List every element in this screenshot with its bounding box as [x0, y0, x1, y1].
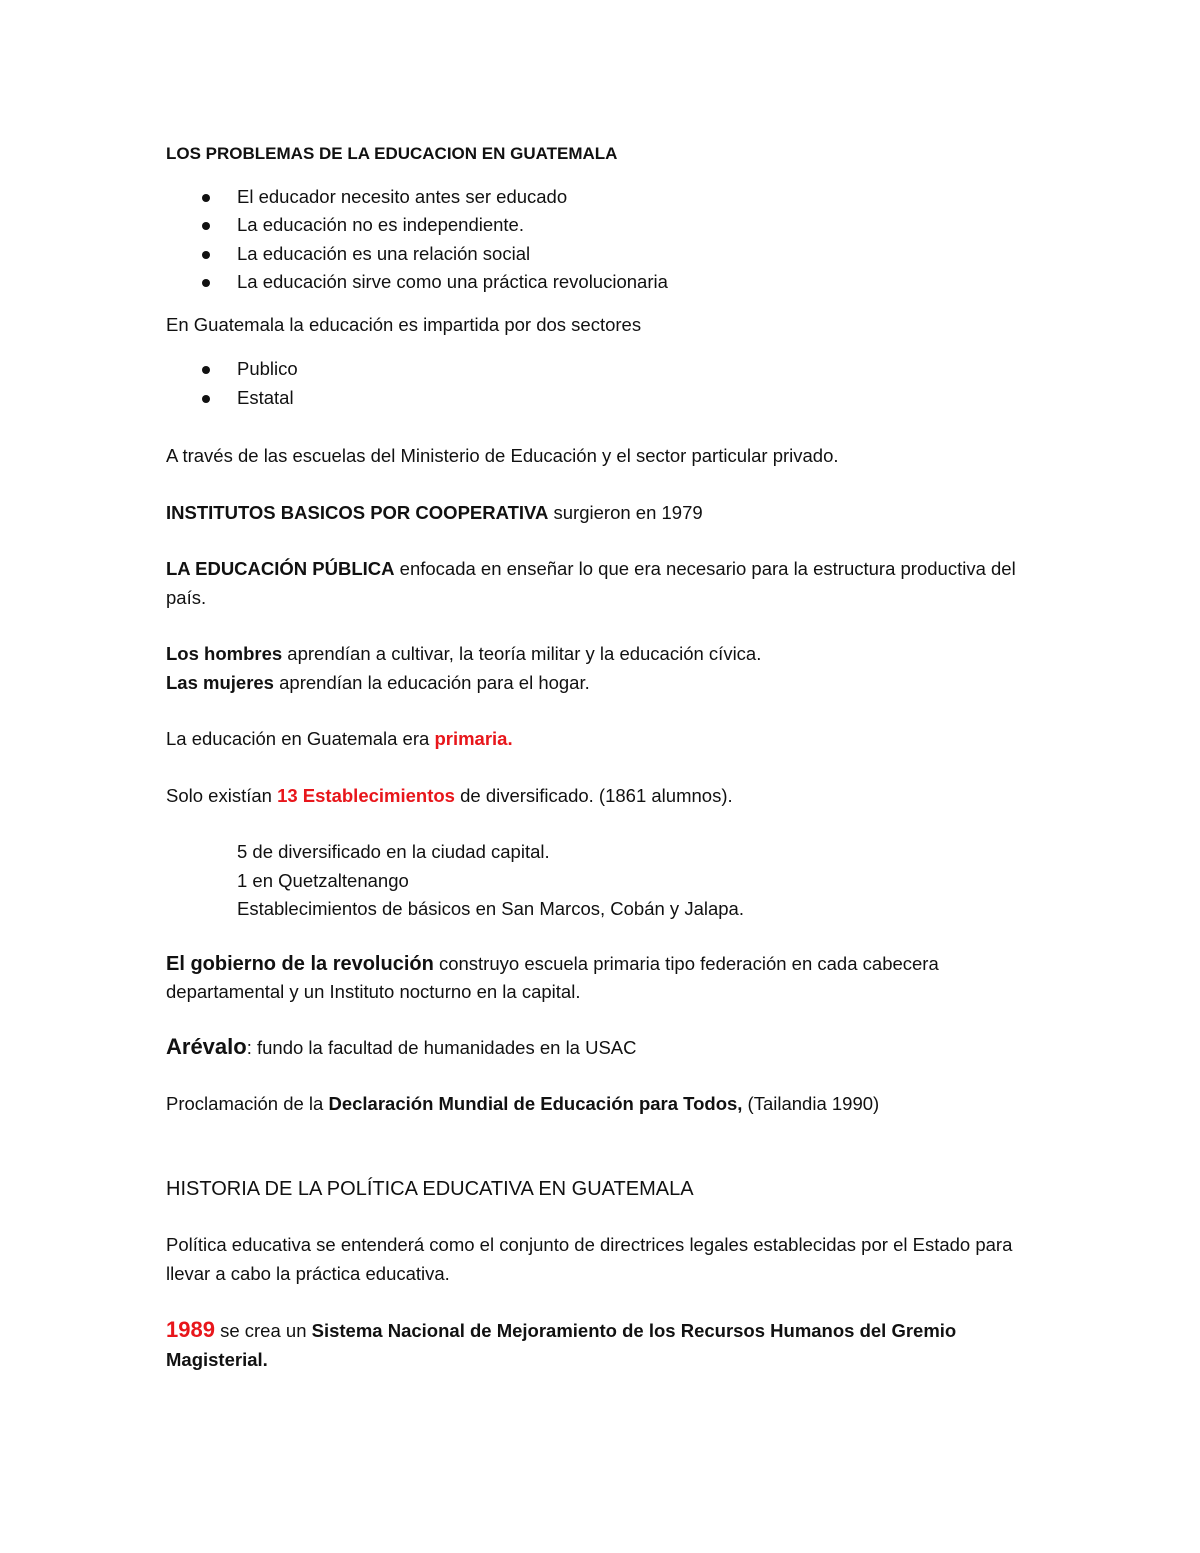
sistema-year: 1989 [166, 1317, 215, 1342]
establecimientos-highlight: 13 Establecimientos [277, 784, 455, 806]
establecimientos-pre: Solo existían [166, 784, 278, 806]
list-item: La educación no es independiente. [166, 211, 1046, 240]
publica-heading: LA EDUCACIÓN PÚBLICA [166, 558, 395, 579]
establecimientos-post: de diversificado. (1861 alumnos). [454, 784, 733, 806]
document-title: LOS PROBLEMAS DE LA EDUCACION EN GUATEMALA [166, 144, 618, 163]
mujeres-text: aprendían la educación para el hogar. [273, 671, 590, 693]
publica-text: enfocada en enseñar lo que era necesario para la estructura productiva del país. [166, 558, 1016, 608]
list-item: Estatal [166, 384, 1046, 413]
problems-list [166, 183, 1046, 297]
politica-definition: Política educativa se entenderá como el conjunto de directrices legales establecidas por el Estado para llevar a cabo la práctica educativa. [166, 1234, 1013, 1284]
detail-line: 1 en Quetzaltenango [237, 869, 409, 891]
historia-title: HISTORIA DE LA POLÍTICA EDUCATIVA EN GUATEMALA [166, 1177, 694, 1200]
arevalo-text: : fundo la facultad de humanidades en la USAC [246, 1036, 637, 1058]
revolucion-paragraph [166, 950, 1046, 1007]
establecimientos-line [166, 782, 1046, 811]
primaria-highlight: primaria. [434, 728, 513, 749]
sectors-intro: En Guatemala la educación es impartida por dos sectores [166, 313, 642, 335]
declaracion-post: (Tailandia 1990) [742, 1093, 880, 1114]
declaracion-line [166, 1090, 1046, 1119]
detail-line: 5 de diversificado en la ciudad capital. [237, 841, 550, 862]
list-item: La educación sirve como una práctica revolucionaria [166, 268, 1046, 297]
declaracion-heading: Declaración Mundial de Educación para Todos, [328, 1093, 743, 1114]
institutos-paragraph [166, 499, 1046, 528]
primaria-text: La educación en Guatemala era [166, 728, 435, 749]
sectors-detail: A través de las escuelas del Ministerio de Educación y el sector particular privado. [166, 445, 839, 466]
detail-line: Establecimientos de básicos en San Marcos, Cobán y Jalapa. [237, 898, 744, 919]
mujeres-label: Las mujeres [166, 671, 274, 693]
sistema-mid: se crea un [214, 1320, 312, 1341]
mujeres-line [166, 669, 1046, 698]
hombres-text: aprendían a cultivar, la teoría militar y la educación cívica. [282, 643, 762, 664]
publica-paragraph [166, 555, 1046, 612]
revolucion-heading: El gobierno de la revolución [166, 952, 434, 975]
establecimientos-detail [166, 838, 1046, 924]
arevalo-heading: Arévalo [166, 1033, 247, 1059]
list-item: El educador necesito antes ser educado [166, 183, 1046, 212]
sistema-heading: Sistema Nacional de Mejoramiento de los Recursos Humanos del Gremio Magisterial. [166, 1320, 957, 1370]
institutos-text: surgieron en 1979 [548, 501, 703, 523]
declaracion-pre: Proclamación de la [166, 1093, 329, 1114]
institutos-heading: INSTITUTOS BASICOS POR COOPERATIVA [166, 501, 549, 523]
sistema-paragraph [166, 1316, 1046, 1374]
arevalo-line [166, 1033, 1046, 1063]
primaria-line [166, 725, 1046, 754]
revolucion-text: construyo escuela primaria tipo federación en cada cabecera departamental y un Instituto nocturno en la capital. [166, 952, 939, 1002]
list-item: Publico [166, 355, 1046, 384]
list-item: La educación es una relación social [166, 240, 1046, 269]
document-body [166, 140, 1046, 1374]
hombres-line [166, 640, 1046, 669]
sectors-list [166, 355, 1046, 412]
hombres-label: Los hombres [166, 643, 283, 664]
